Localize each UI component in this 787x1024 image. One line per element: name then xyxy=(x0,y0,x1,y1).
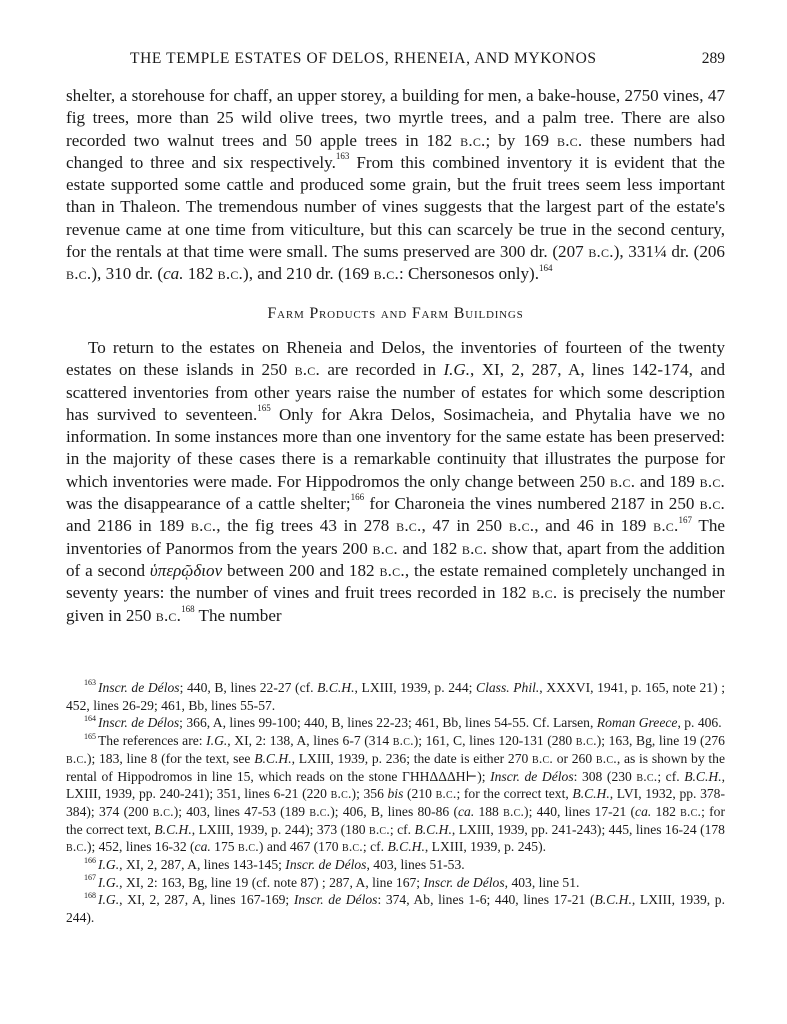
paragraph-1: shelter, a storehouse for chaff, an upper storey, a building for men, a bake-house, 2750 vines, 47 fig trees, more than 25 wild olive trees, two myrtle trees, and a palm tree. There are also recorded two walnut trees and 50 apple trees in 182 b.c.; by 169 b.c. these numbers had changed to three and six respectively.$^{163}$ From this combined inventory it is evident that the estate supported some cattle and produced some grain, but the fruit trees seem less important than in Thaleon. The tremendous number of vines suggests that the largest part of the estate's revenue came at one time from viticulture, but this can scarcely be true in the second century, for the rentals at that time were small. The sums preserved are 300 dr. (207 b.c.), 331¼ dr. (206 b.c.), 310 dr. (ca. 182 b.c.), and 210 dr. (169 b.c.: Chersonesos only).$^{164}$ xyxy=(66,86,725,284)
paragraph-2: To return to the estates on Rheneia and Delos, the inventories of fourteen of the twenty estates on these islands in 250 b.c. are recorded in I.G., XI, 2, 287, A, lines 142-174, and scattered inventories from other years raise the number of estates for which some description has survived to seventeen.$^{165}$ Only for Akra Delos, Sosimacheia, and Phytalia have we no information. In some instances more than one inventory for the same estate has been preserved: in the majority of these cases there is a remarkable continuity that illustrates the purpose for which inventories were made. For Hippodromos the only change between 250 b.c. and 189 b.c. was the disappearance of a cattle shelter;$^{166}$ for Charoneia the vines numbered 2187 in 250 b.c. and 2186 in 189 b.c., the fig trees 43 in 278 b.c., 47 in 250 b.c., and 46 in 189 b.c.$^{167}$ The inventories of Panormos from the years 200 b.c. and 182 b.c. show that, apart from the addition of a second ὑπερῷδιον between 200 and 182 b.c., the estate remained completely unchanged in seventy years: the number of vines and fruit trees recorded in 182 b.c. is precisely the number given in 250 b.c.$^{168}$ The number xyxy=(66,337,726,625)
footnote-168: $^{168}$ I.G., XI, 2, 287, A, lines 167-169; Inscr. de Délos: 374, Ab, lines 1-6; 440, lines 17-21 (B.C.H., LXIII, 1939, p. 244). xyxy=(66,890,726,926)
footnote-167: $^{167}$ I.G., XI, 2: 163, Bg, line 19 (cf. note 87) ; 287, A, line 167; Inscr. de Délos, 403, line 51. xyxy=(84,873,580,890)
section-heading: Farm Products and Farm Buildings xyxy=(267,304,524,322)
footnote-164: $^{164}$ Inscr. de Délos; 366, A, lines 99-100; 440, B, lines 22-23; 461, Bb, lines 54-55. Cf. Larsen, Roman Greece, p. 406. xyxy=(84,713,722,731)
footnote-166: $^{166}$ I.G., XI, 2, 287, A, lines 143-145; Inscr. de Délos, 403, lines 51-53. xyxy=(84,855,465,873)
greek-term: ὑπερῷδιον xyxy=(149,560,223,580)
footnote-ref-163[interactable]: 163 xyxy=(335,151,350,162)
footnote-ref-167[interactable]: 167 xyxy=(678,514,692,525)
stone-numeral: ΓΗΗΔΔΔΗ⊢ xyxy=(402,768,478,784)
footnote-165: $^{165}$ The references are: I.G., XI, 2: 138, A, lines 6-7 (314 b.c.); 161, C, lines 120-131 (280 b.c.); 163, Bg, line 19 (276 b.c.); 183, line 8 (for the text, see B.C.H., LXIII, 1939, p. 236; the date is either 270 b.c. or 260 b.c., as is shown by the rental of Hippodromos in line 15, which reads on the stone ΓΗΗΔΔΔΗ⊢); Inscr. de Délos: 308 (230 b.c.; cf. B.C.H., LXIII, 1939, pp. 240-241); 351, lines 6-21 (220 b.c.); 356 bis (210 b.c.; for the correct text, B.C.H., LVI, 1932, pp. 378-384); 374 (200 b.c.); 403, lines 47-53 (189 b.c.); 406, B, lines 80-86 (ca. 188 b.c.); 440, lines 17-21 (ca. 182 b.c.; for the correct text, B.C.H., LXIII, 1939, p. 244); 373 (180 b.c.; cf. B.C.H., LXIII, 1939, pp. 241-243); 445, lines 16-24 (178 b.c.); 452, lines 16-32 (ca. 175 b.c.) and 467 (170 b.c.; cf. B.C.H., LXIII, 1939, p. 245). xyxy=(66,731,726,855)
footnote-ref-164[interactable]: 164 xyxy=(539,262,553,273)
footnotes xyxy=(66,679,725,927)
footnote-163: $^{163}$ Inscr. de Délos; 440, B, lines 22-27 (cf. B.C.H., LXIII, 1939, p. 244; Class. Phil., XXXVI, 1941, p. 165, note 21) ; 452, lines 26-29; 461, Bb, lines 55-57. xyxy=(66,678,725,713)
running-title: THE TEMPLE ESTATES OF DELOS, RHENEIA, AND MYKONOS xyxy=(130,50,597,67)
page-number: 289 xyxy=(701,50,725,67)
footnote-ref-168[interactable]: 168 xyxy=(181,603,195,614)
footnote-ref-166[interactable]: 166 xyxy=(350,492,365,503)
main-text xyxy=(66,85,725,627)
footnote-ref-165[interactable]: 165 xyxy=(257,403,271,414)
